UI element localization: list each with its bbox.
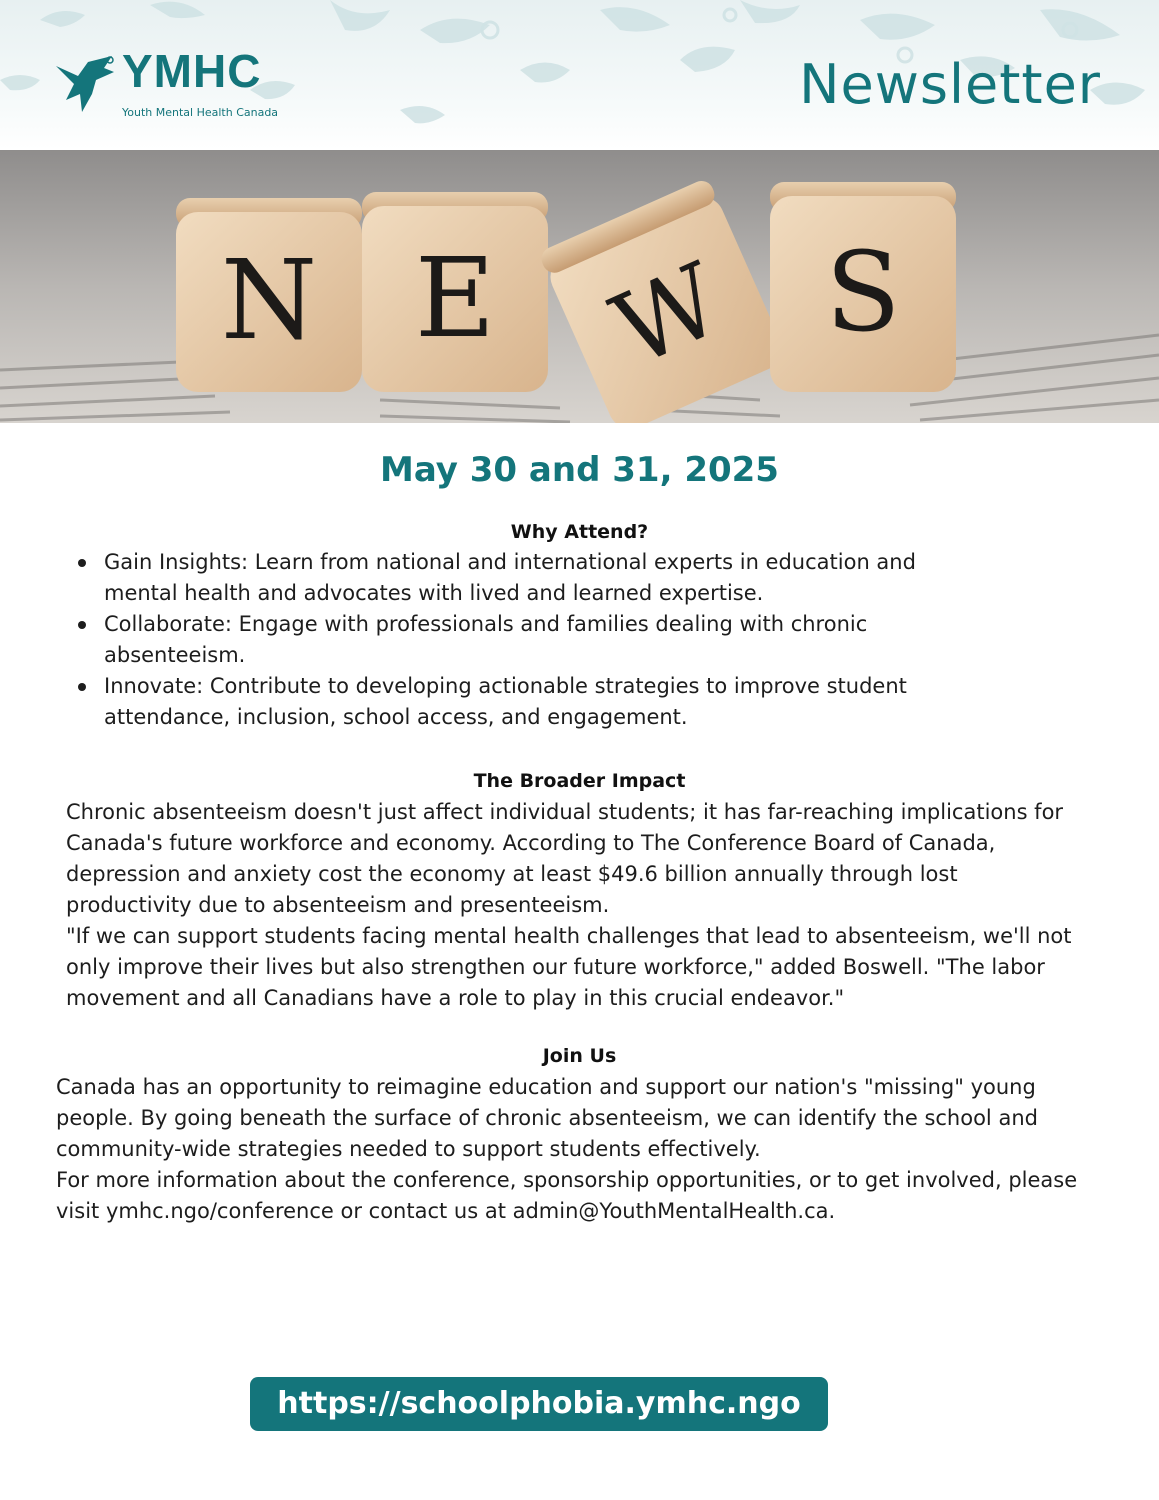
logo-wordmark: YMHC [122,45,262,97]
svg-text:S: S [825,228,901,356]
paragraph: "If we can support students facing mental health challenges that lead to absenteeism, we'll not only improve their lives but also strengthen our future workforce," added Boswell. "The labor movement and all Canadians have a role to play in this crucial endeavor." [66,924,1072,1010]
paragraph: Canada has an opportunity to reimagine education and support our nation's "missing" young people. By going beneath the surface of chronic absenteeism, we can identify the school and community-wide strategies needed to support students effectively. [56,1075,1038,1161]
why-attend-list [76,547,996,733]
die-e [362,192,548,392]
join-us-body [56,1072,1106,1227]
why-attend-heading: Why Attend? [510,521,649,543]
ymhc-logo[interactable] [52,45,312,122]
broader-impact-heading: The Broader Impact [473,770,686,792]
bird-logo-icon [52,52,118,114]
header-banner [0,0,1159,150]
die-n [176,198,362,392]
schoolphobia-url-link[interactable]: https://schoolphobia.ymhc.ngo [250,1377,828,1431]
list-item: Gain Insights: Learn from national and international experts in education and mental health and advocates with lived and learned expertise. [76,547,996,609]
join-us-heading: Join Us [542,1045,617,1067]
hero-news-dice-image [0,150,1159,423]
event-date-heading: May 30 and 31, 2025 [380,450,779,490]
list-item: Collaborate: Engage with professionals and families dealing with chronic absenteeism. [76,609,996,671]
svg-text:N: N [220,236,318,364]
die-s [770,182,956,392]
news-dice-illustration [0,150,1159,423]
paragraph: For more information about the conference, sponsorship opportunities, or to get involved, please visit ymhc.ngo/conference or contact us at admin@YouthMentalHealth.ca. [56,1168,1078,1223]
svg-text:W: W [596,240,738,390]
newsletter-title: Newsletter [799,53,1101,116]
broader-impact-body [66,797,1076,1014]
paragraph: Chronic absenteeism doesn't just affect individual students; it has far-reaching implications for Canada's future workforce and economy. According to The Conference Board of Canada, depression and anxiety cost the economy at least $49.6 billion annually through lost productivity due to absenteeism and presenteeism. [66,800,1064,917]
svg-text:E: E [414,234,496,362]
logo-subtitle: Youth Mental Health Canada [122,106,279,119]
list-item: Innovate: Contribute to developing actionable strategies to improve student attendance, inclusion, school access, and engagement. [76,671,996,733]
